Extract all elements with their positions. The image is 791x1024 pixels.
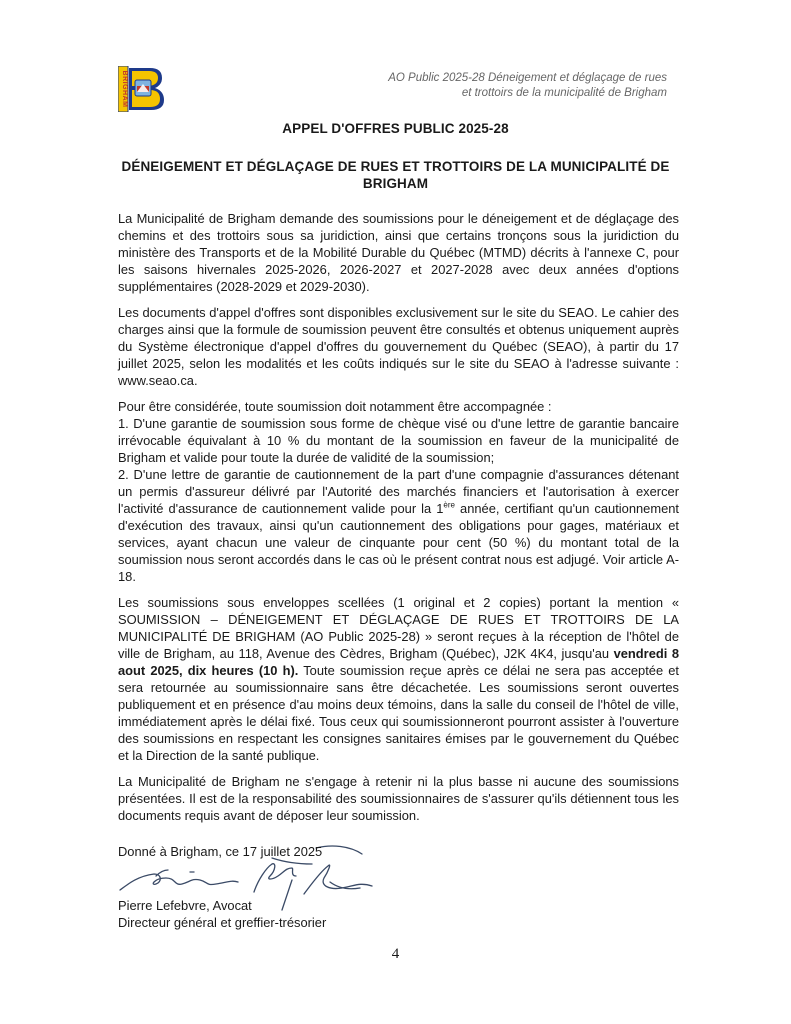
document-reference-header xyxy=(388,71,667,101)
signatory-role: Directeur général et greffier-trésorier xyxy=(118,915,327,930)
requirement-item-2: 2. D'une lettre de garantie de cautionnement de la part d'une compagnie d'assurances détenant un permis d'assureur délivré par l'Autorité des marchés financiers et l'autorisation à exercer l'activité d'assurance de cautionnement valide pour la 1ère année, certifiant qu'un cautionnement d'exécution des travaux, ainsi qu'un cautionnement des obligations pour gages, matériaux et services, ayant chacun une valeur de cinquante pour cent (50 %) du montant total de la soumission nous seront accordés dans le cas où le présent contrat nous est adjugé. Voir article A-18. xyxy=(118,467,679,584)
header-line-1: AO Public 2025-28 Déneigement et déglaçage de rues xyxy=(388,72,667,84)
requirement-item-1: 1. D'une garantie de soumission sous forme de chèque visé ou d'une lettre de garantie bancaire irrévocable équivalant à 10 % du montant de la soumission en faveur de la municipalité de Brigham et valide pour toute la durée de validité de la soumission; xyxy=(118,416,679,465)
signature-date-line: Donné à Brigham, ce 17 juillet 2025 xyxy=(118,844,323,859)
brigham-logo-icon xyxy=(118,66,166,112)
deadline-text: vendredi 8 aout 2025, dix heures (10 h). xyxy=(118,646,680,678)
paragraph-submission: Les soumissions sous enveloppes scellées (1 original et 2 copies) portant la mention « SOUMISSION – DÉNEIGEMENT ET DÉGLAÇAGE DE RUES ET TROTTOIRS DE LA MUNICIPALITÉ DE BRIGHAM (AO Public 2025-28) » seront reçues à la réception de l'hôtel de ville de Brigham, au 118, Avenue des Cèdres, Brigham (Québec), J2K 4K4, jusqu'au vendredi 8 aout 2025, dix heures (10 h). Toute soumission reçue après ce délai ne sera pas acceptée et sera retournée au soumissionnaire sans être décachetée. Les soumissions seront ouvertes publiquement et en présence d'au moins deux témoins, dans la salle du conseil de l'hôtel de ville, immédiatement après le délai fixé. Tous ceux qui soumissionneront pourront assister à l'ouverture des soumissions en respectant les consignes sanitaires émises par le gouvernement du Québec et la Direction de la santé publique. xyxy=(118,595,680,763)
paragraph-disclaimer: La Municipalité de Brigham ne s'engage à retenir ni la plus basse ni aucune des soumissions présentées. Il est de la responsabilité des soumissionnaires de s'assurer qu'ils détiennent tous les documents requis avant de déposer leur soumission. xyxy=(118,774,679,823)
page-subtitle xyxy=(0,158,791,192)
header-line-2: et trottoirs de la municipalité de Brigham xyxy=(461,87,667,99)
page-title: APPEL D'OFFRES PUBLIC 2025-28 xyxy=(282,121,509,136)
body-text xyxy=(118,210,679,833)
signatory-name: Pierre Lefebvre, Avocat xyxy=(118,898,252,913)
paragraph-documents: Les documents d'appel d'offres sont disponibles exclusivement sur le site du SEAO. Le cahier des charges ainsi que la formule de soumission peuvent être consultés et obtenus uniquement auprès du Système électronique d'appel d'offres du gouvernement du Québec (SEAO), à partir du 17 juillet 2025, selon les modalités et les coûts indiqués sur le site du SEAO à l'adresse suivante : www.seao.ca. xyxy=(118,305,679,388)
page-number: 4 xyxy=(391,946,400,962)
subtitle-line-1: DÉNEIGEMENT ET DÉGLAÇAGE DE RUES ET TROTTOIRS DE LA MUNICIPALITÉ DE xyxy=(121,159,670,174)
logo-text: BRIGHAM xyxy=(121,70,128,108)
paragraph-intro: La Municipalité de Brigham demande des soumissions pour le déneigement et de déglaçage des chemins et des trottoirs sous sa juridiction, ainsi que certains tronçons sous la juridiction du ministère des Transports et de la Mobilité Durable du Québec (MTMD) décrits à l'annexe C, pour les saisons hivernales 2025-2026, 2026-2027 et 2027-2028 avec deux années d'options supplémentaires (2028-2029 et 2029-2030). xyxy=(118,211,679,294)
paragraph-requirements-intro: Pour être considérée, toute soumission doit notamment être accompagnée : xyxy=(118,399,552,414)
subtitle-line-2: BRIGHAM xyxy=(362,176,429,191)
